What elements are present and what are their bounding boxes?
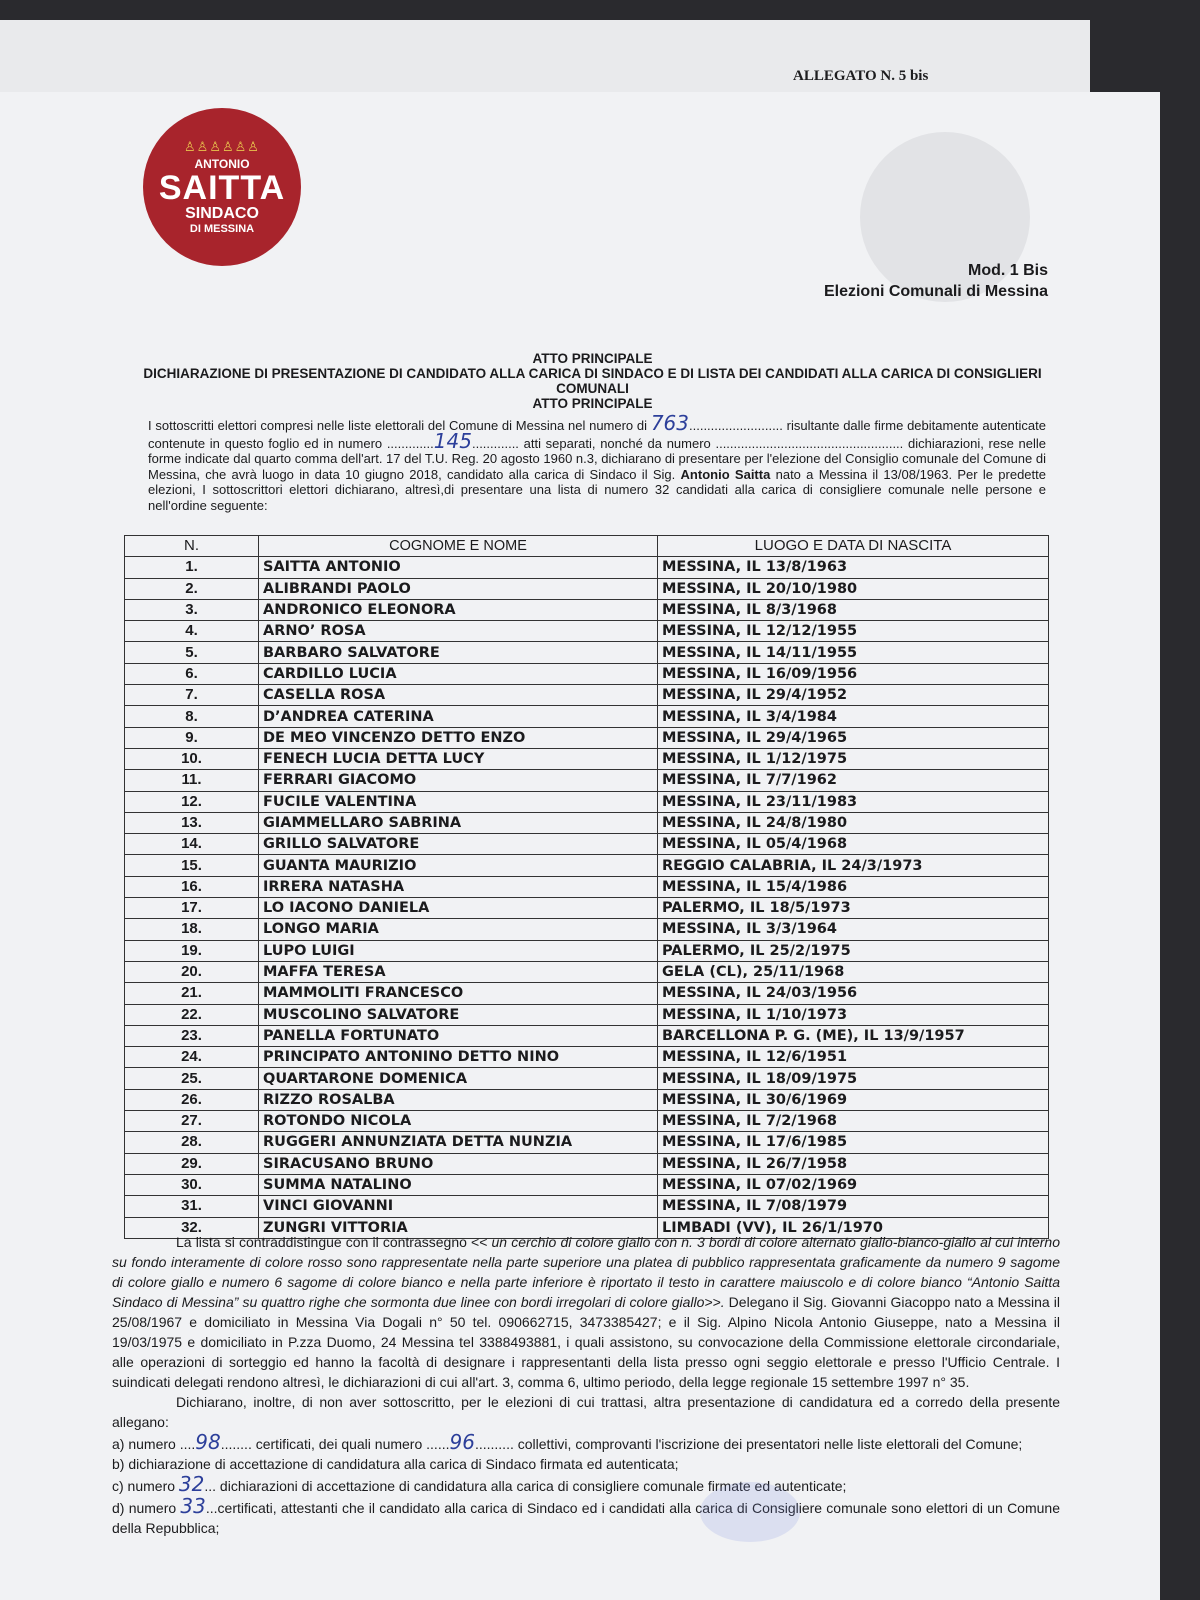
candidate-birth: MESSINA, IL 16/09/1956 (658, 663, 1049, 684)
candidate-name: CARDILLO LUCIA (259, 663, 658, 684)
table-row (125, 1174, 1049, 1195)
candidate-birth: GELA (CL), 25/11/1968 (658, 961, 1049, 982)
candidate-name: GRILLO SALVATORE (259, 834, 658, 855)
table-row (125, 1111, 1049, 1132)
candidate-number: 21. (125, 983, 259, 1004)
table-row (125, 1025, 1049, 1046)
candidate-birth: MESSINA, IL 1/10/1973 (658, 1004, 1049, 1025)
intro-paragraph: I sottoscritti elettori compresi nelle liste elettorali del Comune di Messina nel numero di 763.......................... risultante dalle firme debitamente autenticate contenute in questo foglio ed in numero .............145............. atti separati, nonché da numero .................................................... dichiarazioni, rese nelle forme indicate dal quarto comma dell'art. 17 del T.U. Reg. 20 agosto 1960 n.3, dichiarano di presentare per l'elezione del Consiglio comunale del Comune di Messina, che avrà luogo in data 10 giugno 2018, candidato alla carica di Sindaco il Sig. Antonio Saitta nato a Messina il 13/08/1963. Per le predette elezioni, I sottoscrittori elettori dichiarano, altresì,di presentare una lista di numero 32 candidati alla carica di consigliere comunale nelle persone e nell'ordine seguente: (148, 411, 1046, 513)
acceptances-count: 32 (178, 1472, 205, 1496)
candidate-number: 19. (125, 940, 259, 961)
candidate-number: 14. (125, 834, 259, 855)
candidate-number: 7. (125, 685, 259, 706)
table-row (125, 983, 1049, 1004)
candidate-number: 13. (125, 812, 259, 833)
candidate-birth: MESSINA, IL 13/8/1963 (658, 557, 1049, 578)
item-a-mid: certificati, dei quali numero (251, 1436, 427, 1452)
table-row (125, 706, 1049, 727)
document-page (0, 92, 1160, 1600)
candidate-birth: MESSINA, IL 24/03/1956 (658, 983, 1049, 1004)
header-birth: LUOGO E DATA DI NASCITA (658, 536, 1049, 557)
candidate-birth: MESSINA, IL 17/6/1985 (658, 1132, 1049, 1153)
candidate-name: SIRACUSANO BRUNO (259, 1153, 658, 1174)
table-row (125, 1004, 1049, 1025)
heading-bottom: ATTO PRINCIPALE (532, 396, 653, 411)
candidate-birth: PALERMO, IL 25/2/1975 (658, 940, 1049, 961)
candidate-name: SAITTA ANTONIO (259, 557, 658, 578)
table-row (125, 727, 1049, 748)
candidate-birth: LIMBADI (VV), IL 26/1/1970 (658, 1217, 1049, 1238)
intro-text: I sottoscritti elettori compresi nelle liste elettorali del Comune di Messina nel numero di (148, 418, 651, 433)
candidate-number: 20. (125, 961, 259, 982)
candidate-birth: MESSINA, IL 15/4/1986 (658, 876, 1049, 897)
residence-certs-count: 33 (180, 1494, 206, 1518)
candidate-birth: MESSINA, IL 8/3/1968 (658, 599, 1049, 620)
candidate-name: IRRERA NATASHA (259, 876, 658, 897)
symbol-description: un cerchio di colore giallo con n. 3 bordi di colore alternato giallo-bianco-giallo al cui interno su fondo interamente di colore rosso sono rappresentate nella parte superiore una platea di pubblico rappresentata graficamente da numero 9 sagome di colore giallo e numero 6 sagome di colore bianco e nella parte inferiore è riportato il testo in carattere maiuscolo e di colore bianco “Antonio Saitta Sindaco di Messina” su quattro righe che sormonta due linee con bordi irregolari di colore giallo>>. (112, 1234, 1060, 1310)
candidate-number: 11. (125, 770, 259, 791)
candidate-name: ZUNGRI VITTORIA (259, 1217, 658, 1238)
candidate-birth: MESSINA, IL 24/8/1980 (658, 812, 1049, 833)
candidate-number: 2. (125, 578, 259, 599)
table-row (125, 940, 1049, 961)
table-row (125, 1196, 1049, 1217)
candidate-number: 6. (125, 663, 259, 684)
table-row (125, 791, 1049, 812)
candidate-birth: BARCELLONA P. G. (ME), IL 13/9/1957 (658, 1025, 1049, 1046)
candidate-number: 22. (125, 1004, 259, 1025)
table-row (125, 961, 1049, 982)
candidate-number: 15. (125, 855, 259, 876)
candidate-number: 4. (125, 621, 259, 642)
item-d-suffix: ...certificati, attestanti che il candidato alla carica di Sindaco ed i candidati alla carica di Consigliere comunale sono elettori di un Comune della Repubblica; (112, 1500, 1060, 1536)
table-row (125, 621, 1049, 642)
table-body (125, 557, 1049, 1239)
candidate-number: 24. (125, 1047, 259, 1068)
candidate-name: ANDRONICO ELEONORA (259, 599, 658, 620)
candidate-name: VINCI GIOVANNI (259, 1196, 658, 1217)
candidate-name: CASELLA ROSA (259, 685, 658, 706)
table-header-row (125, 536, 1049, 557)
candidate-number: 5. (125, 642, 259, 663)
logo-line-1: ANTONIO (194, 157, 250, 171)
table-row (125, 1068, 1049, 1089)
candidate-number: 9. (125, 727, 259, 748)
allegato-label: ALLEGATO N. 5 bis (793, 68, 929, 84)
table-row (125, 599, 1049, 620)
table-row (125, 663, 1049, 684)
certificates-count: 98 (195, 1430, 221, 1454)
candidate-birth: MESSINA, IL 29/4/1952 (658, 685, 1049, 706)
table-row (125, 770, 1049, 791)
heading-title: DICHIARAZIONE DI PRESENTAZIONE DI CANDIDATO ALLA CARICA DI SINDACO E DI LISTA DEI CANDIDATI ALLA CARICA DI CONSIGLIERI COMUNALI (143, 366, 1042, 396)
intro-text: risultante dalle firme debitamente autenticate contenute in questo foglio ed in numero (148, 418, 1046, 451)
table-row (125, 1132, 1049, 1153)
table-row (125, 642, 1049, 663)
header-name: COGNOME E NOME (259, 536, 658, 557)
candidate-birth: MESSINA, IL 3/3/1964 (658, 919, 1049, 940)
item-a-suffix: collettivi, comprovanti l'iscrizione dei presentatori nelle liste elettorali del Comune; (513, 1436, 1023, 1452)
table-row (125, 876, 1049, 897)
candidate-name: GIAMMELLARO SABRINA (259, 812, 658, 833)
candidate-name: SUMMA NATALINO (259, 1174, 658, 1195)
candidate-birth: MESSINA, IL 05/4/1968 (658, 834, 1049, 855)
candidate-name: LUPO LUIGI (259, 940, 658, 961)
candidate-birth: MESSINA, IL 7/2/1968 (658, 1111, 1049, 1132)
item-b: b) dichiarazione di accettazione di candidatura alla carica di Sindaco firmata ed autenticata; (112, 1456, 679, 1472)
crowd-icon: ♙♙♙♙♙♙ (184, 139, 260, 154)
candidate-name: MAFFA TERESA (259, 961, 658, 982)
candidate-name: ALIBRANDI PAOLO (259, 578, 658, 599)
candidates-table (124, 535, 1049, 1239)
candidate-number: 16. (125, 876, 259, 897)
candidate-birth: MESSINA, IL 12/6/1951 (658, 1047, 1049, 1068)
signers-count: 763 (650, 411, 689, 435)
table-row (125, 855, 1049, 876)
candidate-name: RIZZO ROSALBA (259, 1089, 658, 1110)
table-row (125, 578, 1049, 599)
header-number: N. (125, 536, 259, 557)
table-row (125, 834, 1049, 855)
candidate-number: 17. (125, 898, 259, 919)
campaign-logo (143, 108, 301, 266)
candidate-number: 23. (125, 1025, 259, 1046)
candidate-name: MAMMOLITI FRANCESCO (259, 983, 658, 1004)
candidate-number: 18. (125, 919, 259, 940)
candidate-birth: MESSINA, IL 18/09/1975 (658, 1068, 1049, 1089)
table-row (125, 1047, 1049, 1068)
table-row (125, 898, 1049, 919)
candidate-birth: MESSINA, IL 12/12/1955 (658, 621, 1049, 642)
candidate-birth: MESSINA, IL 30/6/1969 (658, 1089, 1049, 1110)
candidate-number: 30. (125, 1174, 259, 1195)
candidate-birth: MESSINA, IL 1/12/1975 (658, 748, 1049, 769)
collective-count: 96 (449, 1430, 475, 1454)
candidate-name: QUARTARONE DOMENICA (259, 1068, 658, 1089)
candidate-number: 28. (125, 1132, 259, 1153)
candidate-name: BARBARO SALVATORE (259, 642, 658, 663)
candidate-number: 32. (125, 1217, 259, 1238)
logo-line-4: DI MESSINA (189, 223, 255, 235)
candidate-number: 10. (125, 748, 259, 769)
candidate-number: 1. (125, 557, 259, 578)
document-heading (140, 351, 1045, 411)
candidate-name: ARNO’ ROSA (259, 621, 658, 642)
candidate-name: RUGGERI ANNUNZIATA DETTA NUNZIA (259, 1132, 658, 1153)
candidate-name: LO IACONO DANIELA (259, 898, 658, 919)
candidate-birth: MESSINA, IL 3/4/1984 (658, 706, 1049, 727)
candidate-name: MUSCOLINO SALVATORE (259, 1004, 658, 1025)
item-a-prefix: a) numero (112, 1436, 180, 1452)
candidate-birth: PALERMO, IL 18/5/1973 (658, 898, 1049, 919)
logo-line-2: SAITTA (158, 169, 286, 207)
item-c (112, 1474, 1060, 1496)
mod-label: Mod. 1 Bis (967, 262, 1048, 279)
item-d (112, 1496, 1060, 1538)
symbol-paragraph (112, 1232, 1060, 1392)
closing-text (112, 1232, 1060, 1538)
candidate-name: Antonio Saitta (680, 466, 771, 482)
candidate-number: 12. (125, 791, 259, 812)
candidate-name: LONGO MARIA (259, 919, 658, 940)
candidate-name: D’ANDREA CATERINA (259, 706, 658, 727)
candidate-birth: REGGIO CALABRIA, IL 24/3/1973 (658, 855, 1049, 876)
separate-acts-count: 145 (433, 428, 472, 453)
candidate-name: FENECH LUCIA DETTA LUCY (259, 748, 658, 769)
candidate-number: 29. (125, 1153, 259, 1174)
candidate-number: 31. (125, 1196, 259, 1217)
candidate-number: 27. (125, 1111, 259, 1132)
table-row (125, 919, 1049, 940)
table-row (125, 1153, 1049, 1174)
official-stamp (700, 1482, 800, 1542)
logo-line-3: SINDACO (185, 205, 259, 222)
candidate-number: 8. (125, 706, 259, 727)
intro-text: dichiarazioni, rese nelle forme indicate dal quarto comma dell'art. 17 del T.U. Reg. 20 agosto 1960 n.3, dichiarano di presentare per l'elezione del Consiglio comunale del Comune di Messina, che avrà luogo in data 10 giugno 2018, candidato alla carica di Sindaco il Sig. (148, 435, 1046, 482)
form-id (824, 260, 1048, 302)
candidate-birth: MESSINA, IL 23/11/1983 (658, 791, 1049, 812)
candidate-name: ROTONDO NICOLA (259, 1111, 658, 1132)
table-row (125, 812, 1049, 833)
heading-top: ATTO PRINCIPALE (532, 351, 653, 366)
item-d-prefix: d) numero (112, 1500, 181, 1516)
table-row (125, 557, 1049, 578)
table-row (125, 1089, 1049, 1110)
item-c-prefix: c) numero (112, 1478, 179, 1494)
candidate-birth: MESSINA, IL 7/7/1962 (658, 770, 1049, 791)
candidate-birth: MESSINA, IL 7/08/1979 (658, 1196, 1049, 1217)
candidate-number: 3. (125, 599, 259, 620)
candidate-name: FERRARI GIACOMO (259, 770, 658, 791)
candidate-birth: MESSINA, IL 29/4/1965 (658, 727, 1049, 748)
symbol-lead: La lista si contraddistingue con il contrassegno << (176, 1234, 492, 1250)
candidate-name: PANELLA FORTUNATO (259, 1025, 658, 1046)
candidate-birth: MESSINA, IL 20/10/1980 (658, 578, 1049, 599)
candidate-number: 26. (125, 1089, 259, 1110)
table-row (125, 685, 1049, 706)
table-row (125, 748, 1049, 769)
candidate-birth: MESSINA, IL 07/02/1969 (658, 1174, 1049, 1195)
declare-paragraph: Dichiarano, inoltre, di non aver sottoscritto, per le elezioni di cui trattasi, altra presentazione di candidatura ed a corredo della presente allegano: (112, 1394, 1060, 1430)
candidate-number: 25. (125, 1068, 259, 1089)
candidate-name: DE MEO VINCENZO DETTO ENZO (259, 727, 658, 748)
candidate-birth: MESSINA, IL 26/7/1958 (658, 1153, 1049, 1174)
item-c-suffix: ... dichiarazioni di accettazione di candidatura alla carica di consigliere comunale firmate ed autenticate; (204, 1478, 847, 1494)
elezioni-label: Elezioni Comunali di Messina (823, 283, 1048, 300)
candidate-birth: MESSINA, IL 14/11/1955 (658, 642, 1049, 663)
candidate-name: FUCILE VALENTINA (259, 791, 658, 812)
candidate-name: GUANTA MAURIZIO (259, 855, 658, 876)
candidate-name: PRINCIPATO ANTONINO DETTO NINO (259, 1047, 658, 1068)
delegates-text: Delegano il Sig. Giovanni Giacoppo nato a Messina il 25/08/1967 e domiciliato in Messina Via Dogali n° 50 tel. 090662715, 3473385427; e il Sig. Alpino Nicola Antonio Giuseppe, nato a Messina il 19/03/1975 e domiciliato in P.zza Duomo, 24 Messina tel 3388493881, i quali assistono, su convocazione della Commissione elettorale circondariale, alle operazioni di sorteggio ed hanno la facoltà di designare i rappresentanti della lista presso ogni seggio elettorale e presso l'Ufficio Centrale. I suindicati delegati rendono altresì, le dichiarazioni di cui all'art. 3, comma 6, ultimo periodo, della legge regionale 15 settembre 1997 n° 35. (112, 1294, 1060, 1390)
intro-text: atti separati, nonché da numero (518, 435, 716, 451)
item-a: a) numero ....98........ certificati, dei quali numero ......96.......... collettivi, comprovanti l'iscrizione dei presentatori nelle liste elettorali del Comune; (112, 1430, 1023, 1454)
intro-text: nato a Messina il 13/08/1963. Per le predette elezioni, I sottoscrittori elettori dichiarano, altresì,di presentare una lista di numero 32 candidati alla carica di consigliere comunale nelle persone e nell'ordine seguente: (148, 466, 1046, 513)
